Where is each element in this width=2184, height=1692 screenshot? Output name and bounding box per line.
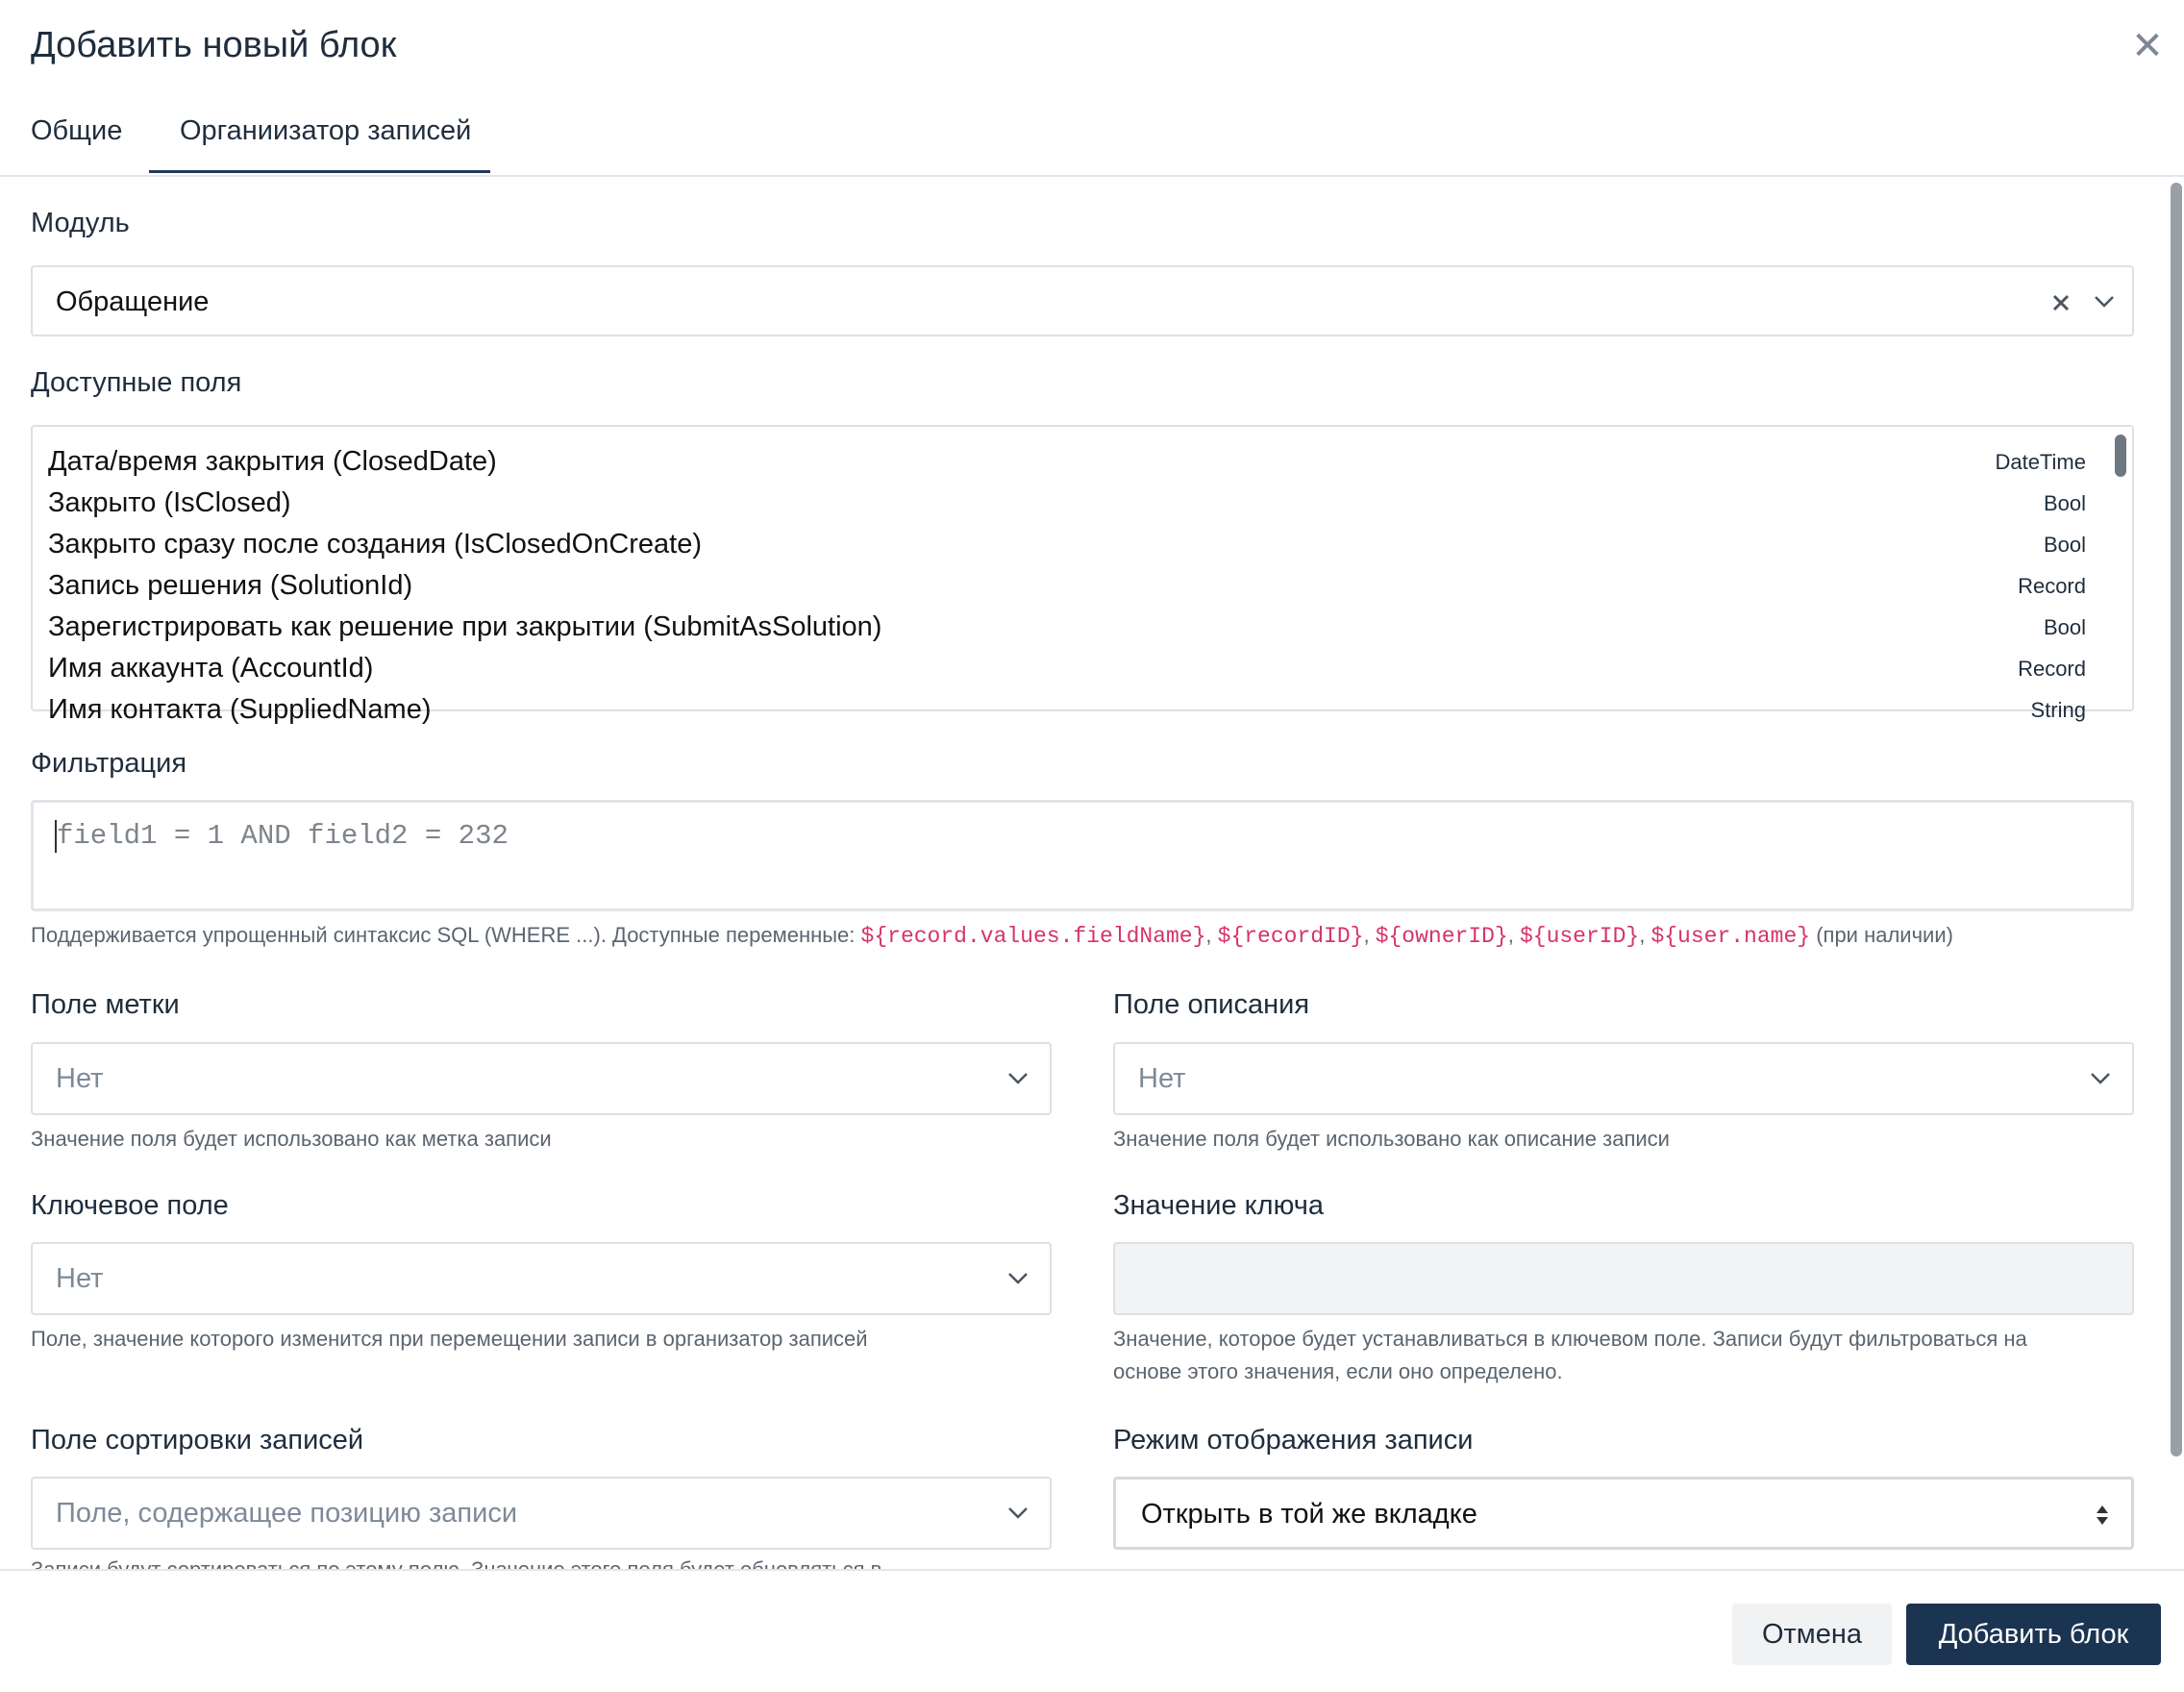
description-field-label: Поле описания bbox=[1113, 989, 1310, 1020]
dialog-header bbox=[0, 0, 2184, 177]
list-item[interactable] bbox=[48, 648, 2086, 689]
field-type: Bool bbox=[2043, 491, 2086, 515]
field-type: Record bbox=[2018, 657, 2086, 681]
available-fields-label: Доступные поля bbox=[31, 367, 242, 398]
clear-icon[interactable] bbox=[2051, 293, 2071, 312]
field-name: Дата/время закрытия (ClosedDate) bbox=[48, 446, 497, 477]
display-mode-value: Открыть в той же вкладке bbox=[1141, 1499, 1477, 1530]
close-icon[interactable]: ✕ bbox=[2131, 25, 2164, 67]
sort-field-label: Поле сортировки записей bbox=[31, 1425, 364, 1456]
cancel-button[interactable]: Отмена bbox=[1732, 1604, 1892, 1665]
display-mode-label: Режим отображения записи bbox=[1113, 1425, 1474, 1456]
description-field-select[interactable] bbox=[1113, 1042, 2134, 1115]
field-name: Закрыто сразу после создания (IsClosedOnCreate) bbox=[48, 529, 703, 560]
field-type: String bbox=[2030, 698, 2086, 722]
chevron-down-icon bbox=[1007, 1267, 1029, 1288]
description-field-help: Значение поля будет использовано как описание записи bbox=[1113, 1127, 1670, 1151]
filter-placeholder: field1 = 1 AND field2 = 232 bbox=[57, 820, 509, 852]
sort-field-placeholder: Поле, содержащее позицию записи bbox=[56, 1498, 518, 1529]
key-field-help: Поле, значение которого изменится при перемещении записи в организатор записей bbox=[31, 1327, 868, 1351]
active-tab-indicator bbox=[149, 170, 490, 173]
key-value-input[interactable] bbox=[1113, 1242, 2134, 1315]
field-name: Имя контакта (SuppliedName) bbox=[48, 694, 432, 725]
variable-code: ${userID} bbox=[1519, 924, 1640, 949]
field-type: Bool bbox=[2043, 615, 2086, 639]
label-field-value: Нет bbox=[56, 1063, 104, 1094]
field-type: DateTime bbox=[1995, 450, 2086, 474]
description-field-value: Нет bbox=[1138, 1063, 1186, 1094]
field-type: Record bbox=[2018, 574, 2086, 598]
dialog-footer bbox=[0, 1569, 2184, 1692]
label-field-select[interactable] bbox=[31, 1042, 1052, 1115]
list-item[interactable] bbox=[48, 483, 2086, 524]
key-field-select[interactable] bbox=[31, 1242, 1052, 1315]
variable-code: ${ownerID} bbox=[1375, 924, 1508, 949]
field-type: Bool bbox=[2043, 533, 2086, 557]
field-name: Запись решения (SolutionId) bbox=[48, 570, 413, 601]
chevron-down-icon bbox=[2090, 1067, 2111, 1088]
tab-general[interactable]: Общие bbox=[31, 115, 123, 146]
sort-field-select[interactable] bbox=[31, 1477, 1052, 1550]
list-item[interactable] bbox=[48, 441, 2086, 483]
filter-help: Поддерживается упрощенный синтаксис SQL (WHERE ...). Доступные переменные: ${record.values.fieldName}, ${recordID}, ${ownerID}, ${userID}, ${user.name} (при наличии) bbox=[31, 923, 1953, 949]
filter-input[interactable] bbox=[31, 800, 2134, 911]
sort-arrows-icon bbox=[2095, 1504, 2110, 1527]
key-value-label: Значение ключа bbox=[1113, 1190, 1324, 1221]
content-scrollbar[interactable] bbox=[2171, 183, 2182, 1456]
field-name: Закрыто (IsClosed) bbox=[48, 487, 291, 518]
key-field-value: Нет bbox=[56, 1263, 104, 1294]
variable-code: ${user.name} bbox=[1650, 924, 1811, 949]
dialog-title: Добавить новый блок bbox=[31, 25, 397, 65]
display-mode-select[interactable] bbox=[1113, 1477, 2134, 1550]
field-name: Имя аккаунта (AccountId) bbox=[48, 653, 374, 684]
add-block-button[interactable]: Добавить блок bbox=[1906, 1604, 2161, 1665]
list-item[interactable] bbox=[48, 689, 2086, 731]
sort-field-help-clip bbox=[31, 1554, 1052, 1567]
key-value-help: Значение, которое будет устанавливаться в ключевом поле. Записи будут фильтроваться на основе этого значения, если оно определено. bbox=[1113, 1327, 2027, 1383]
variable-code: ${recordID} bbox=[1217, 924, 1364, 949]
list-item[interactable] bbox=[48, 565, 2086, 607]
list-scrollbar[interactable] bbox=[2115, 435, 2126, 477]
list-item[interactable] bbox=[48, 607, 2086, 648]
module-select[interactable] bbox=[31, 265, 2134, 336]
variable-code: ${record.values.fieldName} bbox=[860, 924, 1206, 949]
label-field-help: Значение поля будет использовано как метка записи bbox=[31, 1127, 552, 1151]
chevron-down-icon bbox=[1007, 1067, 1029, 1088]
available-fields-list[interactable] bbox=[31, 425, 2134, 725]
module-label: Модуль bbox=[31, 208, 130, 238]
key-field-label: Ключевое поле bbox=[31, 1190, 229, 1221]
label-field-label: Поле метки bbox=[31, 989, 180, 1020]
filter-label: Фильтрация bbox=[31, 748, 187, 779]
chevron-down-icon bbox=[1007, 1502, 1029, 1523]
field-name: Зарегистрировать как решение при закрытии (SubmitAsSolution) bbox=[48, 611, 882, 642]
list-item[interactable] bbox=[48, 524, 2086, 565]
chevron-down-icon[interactable] bbox=[2094, 290, 2115, 311]
module-select-value: Обращение bbox=[56, 286, 210, 317]
tab-record-organizer[interactable]: Органиизатор записей bbox=[180, 115, 472, 146]
